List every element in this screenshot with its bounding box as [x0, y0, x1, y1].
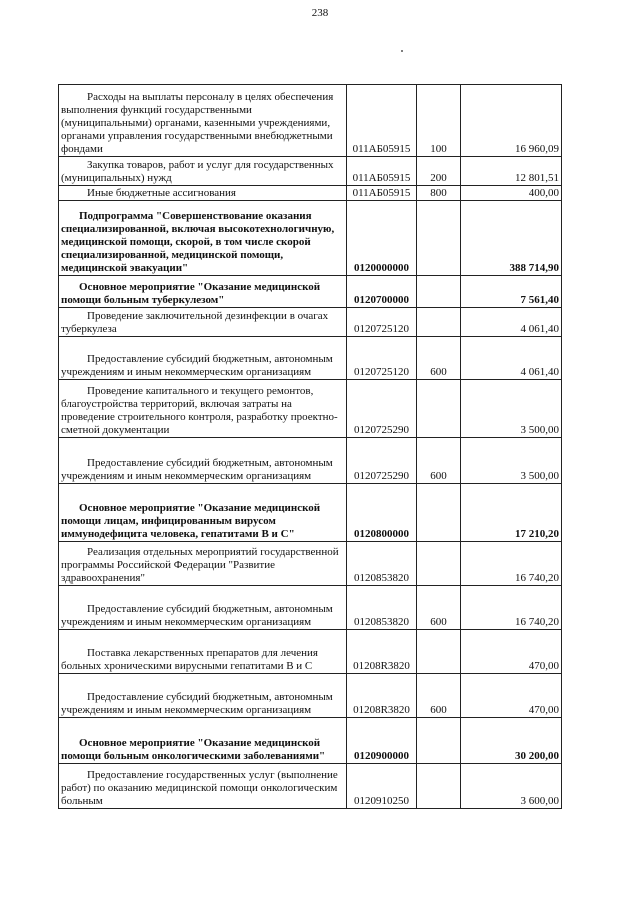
target-code-cell: 0120000000 [347, 201, 417, 276]
table-row [59, 201, 562, 276]
row-name-cell: Закупка товаров, работ и услуг для государственных (муниципальных) нужд [59, 157, 347, 186]
amount-cell: 3 500,00 [461, 438, 562, 484]
expense-type-cell: 600 [417, 586, 461, 630]
target-code-cell: 0120700000 [347, 276, 417, 308]
row-name-cell: Иные бюджетные ассигнования [59, 186, 347, 201]
amount-cell: 4 061,40 [461, 337, 562, 380]
amount-cell: 30 200,00 [461, 718, 562, 764]
expense-type-cell: 600 [417, 674, 461, 718]
expense-type-cell: 800 [417, 186, 461, 201]
expense-type-cell: 200 [417, 157, 461, 186]
expense-type-cell [417, 630, 461, 674]
expense-type-cell [417, 484, 461, 542]
target-code-cell: 0120910250 [347, 764, 417, 809]
target-code-cell: 0120800000 [347, 484, 417, 542]
expense-type-cell [417, 201, 461, 276]
row-name-cell: Реализация отдельных мероприятий государственной программы Российской Федерации "Развитие здравоохранения" [59, 542, 347, 586]
table-row [59, 764, 562, 809]
amount-cell: 388 714,90 [461, 201, 562, 276]
target-code-cell: 0120725290 [347, 380, 417, 438]
row-name-cell: Предоставление государственных услуг (выполнение работ) по оказанию медицинской помощи онкологическим больным [59, 764, 347, 809]
target-code-cell: 0120725120 [347, 337, 417, 380]
amount-cell: 4 061,40 [461, 308, 562, 337]
target-code-cell: 011АБ05915 [347, 157, 417, 186]
page-number: 238 [311, 7, 329, 19]
row-name-cell: Предоставление субсидий бюджетным, автономным учреждениям и иным некоммерческим организациям [59, 337, 347, 380]
scan-speck [401, 50, 403, 52]
expense-type-cell: 100 [417, 85, 461, 157]
amount-cell: 400,00 [461, 186, 562, 201]
amount-cell: 17 210,20 [461, 484, 562, 542]
target-code-cell: 0120725120 [347, 308, 417, 337]
amount-cell: 16 740,20 [461, 586, 562, 630]
row-name-cell: Основное мероприятие "Оказание медицинской помощи лицам, инфицированным вирусом иммунодефицита человека, гепатитами В и С" [59, 484, 347, 542]
table-row [59, 186, 562, 201]
table-row [59, 308, 562, 337]
table-row [59, 586, 562, 630]
table-row [59, 276, 562, 308]
target-code-cell: 0120900000 [347, 718, 417, 764]
table-row [59, 630, 562, 674]
target-code-cell: 01208R3820 [347, 630, 417, 674]
table-row [59, 380, 562, 438]
amount-cell: 7 561,40 [461, 276, 562, 308]
row-name-cell: Подпрограмма "Совершенствование оказания специализированной, включая высокотехнологичную, медицинской помощи, скорой, в том числе скорой специализированной, медицинской помощи, медицинской эвакуации" [59, 201, 347, 276]
target-code-cell: 0120853820 [347, 586, 417, 630]
target-code-cell: 0120853820 [347, 542, 417, 586]
table-row [59, 85, 562, 157]
row-name-cell: Основное мероприятие "Оказание медицинской помощи больным туберкулезом" [59, 276, 347, 308]
amount-cell: 16 960,09 [461, 85, 562, 157]
expense-type-cell [417, 276, 461, 308]
table-row [59, 157, 562, 186]
expense-type-cell [417, 542, 461, 586]
expense-type-cell: 600 [417, 438, 461, 484]
row-name-cell: Проведение заключительной дезинфекции в очагах туберкулеза [59, 308, 347, 337]
table-row [59, 484, 562, 542]
budget-table [58, 84, 562, 809]
amount-cell: 3 600,00 [461, 764, 562, 809]
target-code-cell: 011АБ05915 [347, 186, 417, 201]
table-row [59, 337, 562, 380]
amount-cell: 470,00 [461, 674, 562, 718]
table-row [59, 542, 562, 586]
expense-type-cell [417, 380, 461, 438]
expense-type-cell [417, 718, 461, 764]
target-code-cell: 01208R3820 [347, 674, 417, 718]
table-row [59, 718, 562, 764]
target-code-cell: 0120725290 [347, 438, 417, 484]
table-row [59, 674, 562, 718]
amount-cell: 470,00 [461, 630, 562, 674]
row-name-cell: Поставка лекарственных препаратов для лечения больных хроническими вирусными гепатитами В и С [59, 630, 347, 674]
row-name-cell: Основное мероприятие "Оказание медицинской помощи больным онкологическими заболеваниями" [59, 718, 347, 764]
target-code-cell: 011АБ05915 [347, 85, 417, 157]
row-name-cell: Предоставление субсидий бюджетным, автономным учреждениям и иным некоммерческим организациям [59, 674, 347, 718]
amount-cell: 3 500,00 [461, 380, 562, 438]
expense-type-cell [417, 308, 461, 337]
amount-cell: 16 740,20 [461, 542, 562, 586]
row-name-cell: Предоставление субсидий бюджетным, автономным учреждениям и иным некоммерческим организациям [59, 586, 347, 630]
expense-type-cell [417, 764, 461, 809]
row-name-cell: Предоставление субсидий бюджетным, автономным учреждениям и иным некоммерческим организациям [59, 438, 347, 484]
expense-type-cell: 600 [417, 337, 461, 380]
row-name-cell: Проведение капитального и текущего ремонтов, благоустройства территорий, включая затраты на проведение строительного контроля, разработку проектно-сметной документации [59, 380, 347, 438]
table-row [59, 438, 562, 484]
row-name-cell: Расходы на выплаты персоналу в целях обеспечения выполнения функций государственными (муниципальными) органами, казенными учреждениями, органами управления государственными внебюджетными фондами [59, 85, 347, 157]
amount-cell: 12 801,51 [461, 157, 562, 186]
